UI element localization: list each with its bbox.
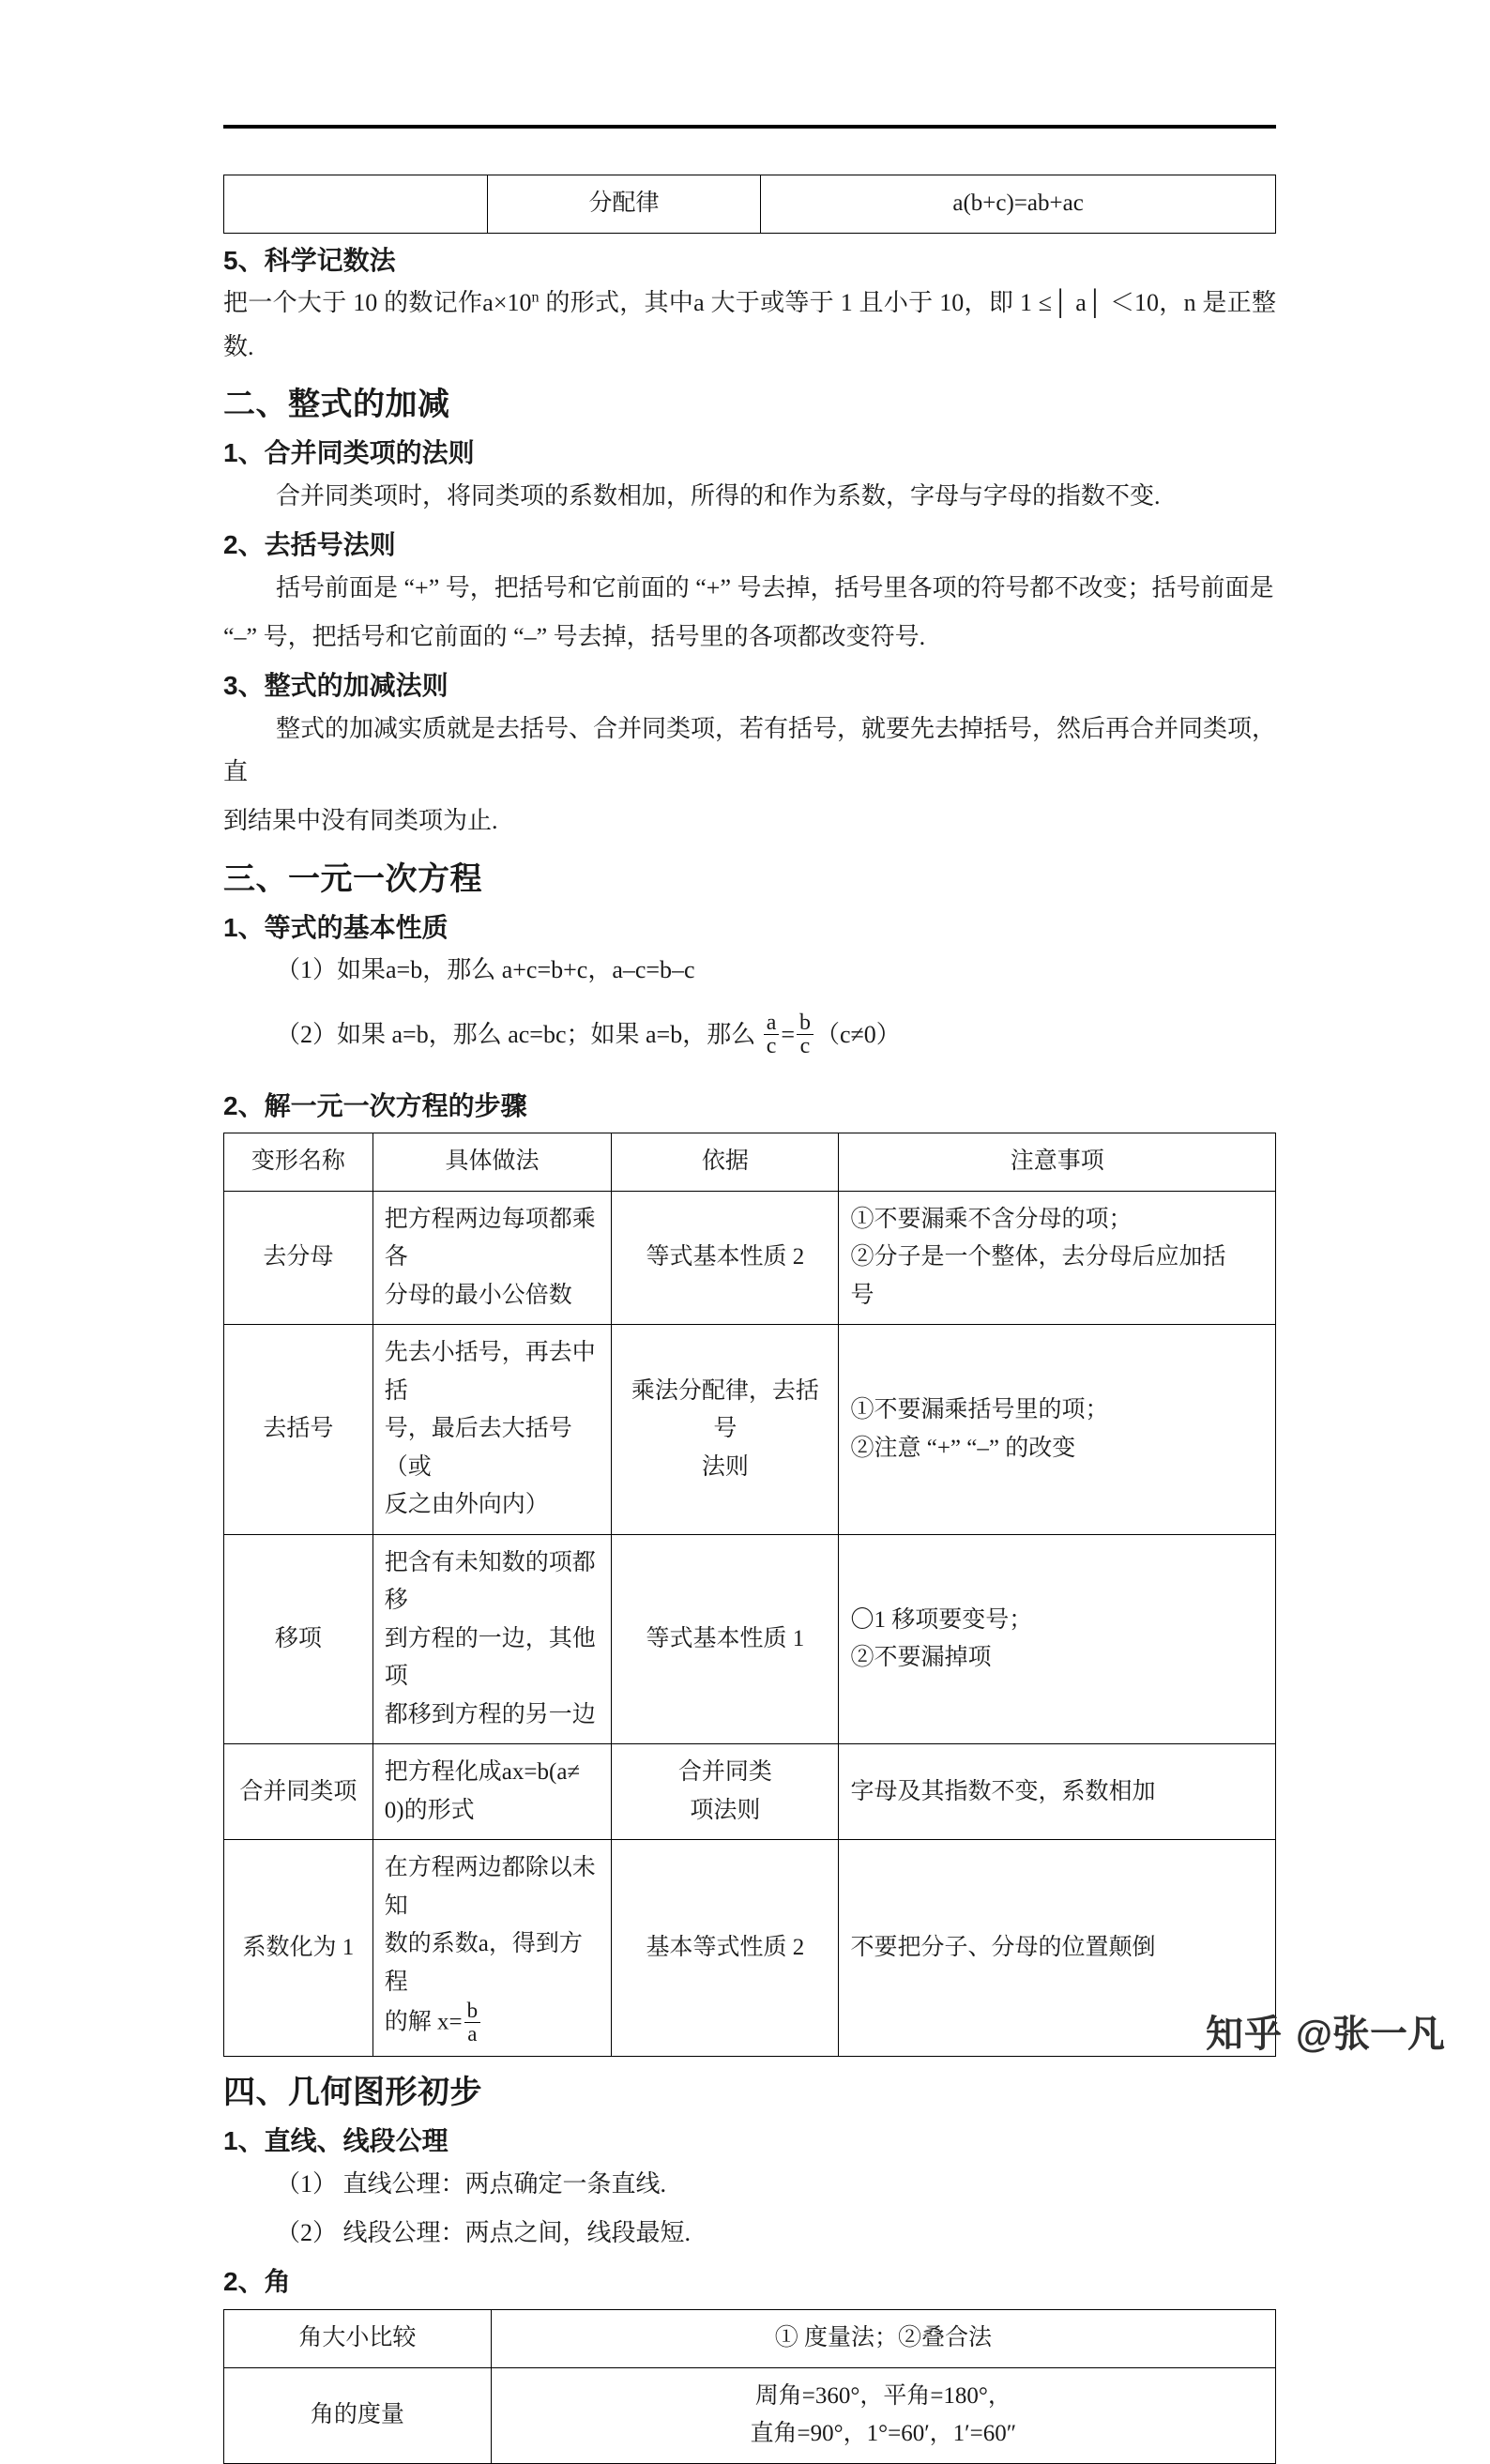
basis-line: 项法则 (690, 1797, 761, 1823)
step-name-cell: 合并同类项 (224, 1744, 373, 1840)
method-line: 把方程两边每项都乘各 (384, 1206, 596, 1270)
table-header-row (224, 1133, 1276, 1192)
heading-angle: 2、角 (223, 2267, 291, 2297)
method-line: 到方程的一边，其他项 (384, 1625, 596, 1690)
heading-line-axioms: 1、直线、线段公理 (223, 2126, 449, 2156)
angle-value-line: ① 度量法；②叠合法 (774, 2325, 992, 2351)
watermark-username: @张一凡 (1295, 2014, 1445, 2055)
table-row (224, 1840, 1276, 2057)
fraction-a-over-c (764, 1011, 780, 1058)
heading-equation-properties: 1、等式的基本性质 (223, 912, 449, 942)
step-method-cell (372, 1840, 612, 2057)
scientific-notation-body (223, 281, 1276, 369)
heading-polynomial-add-sub-rule: 3、整式的加减法则 (223, 671, 449, 701)
angle-value-line: 周角=360°，平角=180°， (754, 2382, 1011, 2409)
basis-line: 合并同类 (677, 1759, 772, 1786)
note-line: 字母及其指数不变，系数相加 (850, 1778, 1156, 1804)
step-basis-cell (612, 1744, 839, 1840)
prop2-post: （c≠0） (814, 1020, 901, 1048)
fraction-b-over-a (464, 2000, 481, 2045)
combine-like-terms-body: 合并同类项时，将同类项的系数相加，所得的和作为系数，字母与字母的指数不变. (276, 481, 1161, 510)
law-category-cell (224, 175, 488, 234)
step-notes-cell (839, 1191, 1276, 1325)
step-notes-cell (839, 1744, 1276, 1840)
fraction-denominator: a (464, 2022, 481, 2045)
note-line: ①不要漏乘括号里的项； (850, 1397, 1109, 1423)
fraction-denominator: c (764, 1034, 780, 1057)
sci-exponent: n (531, 289, 540, 306)
line-axiom-two: （2） 线段公理：两点之间，线段最短. (276, 2219, 692, 2247)
basis-line: 法则 (701, 1453, 749, 1480)
step-method-cell (372, 1191, 612, 1325)
step-basis-cell: 等式基本性质 1 (612, 1534, 839, 1744)
step-notes-cell (839, 1325, 1276, 1535)
fraction-numerator: b (799, 1010, 811, 1035)
angle-reference-table (223, 2309, 1276, 2464)
table-row (224, 175, 1276, 234)
step-method-cell (372, 1534, 612, 1744)
method-line: 分母的最小公倍数 (384, 1282, 572, 1308)
step-basis-cell (612, 1325, 839, 1535)
operation-laws-table (223, 175, 1276, 234)
angle-value-cell (491, 2367, 1275, 2463)
heading-combine-like-terms: 1、合并同类项的法则 (223, 437, 475, 467)
heading-solve-steps: 2、解一元一次方程的步骤 (223, 1090, 527, 1120)
method-line: 数的系数a，得到方程 (384, 1931, 583, 1995)
angle-label-cell: 角大小比较 (224, 2310, 492, 2368)
table-row (224, 2310, 1276, 2368)
method-line: 在方程两边都除以未知 (384, 1855, 596, 1919)
watermark (1206, 2004, 1445, 2058)
step-name-cell: 去分母 (224, 1191, 373, 1325)
equation-property-one: （1）如果a=b，那么 a+c=b+c，a–c=b–c (276, 956, 695, 984)
angle-value-line: 直角=90°，1°=60′，1′=60″ (750, 2421, 1017, 2447)
header-divider-rule (223, 125, 1276, 129)
fraction-numerator: b (466, 1999, 479, 2023)
equation-property-two (223, 1010, 1276, 1060)
fraction-denominator: c (797, 1034, 813, 1057)
header-transform-name: 变形名称 (224, 1133, 373, 1192)
solution-prefix: 的解 x= (384, 2010, 463, 2036)
prop2-pre: （2）如果 a=b，那么 ac=bc；如果 a=b，那么 (276, 1020, 756, 1048)
remove-parentheses-body-line1: 括号前面是 “+” 号，把括号和它前面的 “+” 号去掉，括号里各项的符号都不改变；括号前面是 (276, 573, 1274, 601)
step-name-cell: 去括号 (224, 1325, 373, 1535)
document-content (223, 0, 1276, 2464)
law-name-cell: 分配律 (487, 175, 760, 234)
note-line: 〇1 移项要变号； (850, 1606, 1033, 1633)
heading-remove-parentheses: 2、去括号法则 (223, 529, 396, 559)
method-line: 都移到方程的另一边 (384, 1701, 596, 1727)
note-line: ①不要漏乘不含分母的项； (850, 1206, 1133, 1232)
method-line: 反之由外向内） (384, 1492, 549, 1518)
fraction-numerator: a (766, 1010, 777, 1035)
step-basis-cell: 基本等式性质 2 (612, 1840, 839, 2057)
prop2-equals: = (781, 1020, 795, 1048)
step-name-cell: 系数化为 1 (224, 1840, 373, 2057)
table-row (224, 1325, 1276, 1535)
step-notes-cell (839, 1534, 1276, 1744)
heading-section-four: 四、几何图形初步 (223, 2075, 482, 2111)
heading-section-three: 三、一元一次方程 (223, 860, 482, 897)
note-line: 号 (850, 1282, 874, 1308)
step-method-cell (372, 1325, 612, 1535)
note-line: ②分子是一个整体，去分母后应加括 (850, 1244, 1226, 1270)
law-formula-cell: a(b+c)=ab+ac (761, 175, 1276, 234)
note-line: ②注意 “+” “–” 的改变 (850, 1435, 1076, 1461)
step-basis-cell: 等式基本性质 2 (612, 1191, 839, 1325)
header-notes: 注意事项 (839, 1133, 1276, 1192)
zhihu-logo: 知乎 (1205, 2014, 1283, 2055)
method-line: 把方程化成ax=b(a≠ (384, 1759, 581, 1786)
note-line: ②不要漏掉项 (850, 1645, 992, 1671)
method-line: 先去小括号，再去中括 (384, 1340, 596, 1404)
solve-equation-steps-table (223, 1133, 1276, 2057)
table-row (224, 1744, 1276, 1840)
polynomial-rule-body-line2: 到结果中没有同类项为止. (223, 807, 498, 835)
method-line: 0)的形式 (384, 1797, 475, 1823)
sci-body-pre: 把一个大于 10 的数记作a×10 (223, 289, 532, 317)
method-line-solution (385, 2001, 601, 2046)
remove-parentheses-body-line2: “–” 号，把括号和它前面的 “–” 号去掉，括号里的各项都改变符号. (223, 622, 926, 650)
method-line: 把含有未知数的项都移 (384, 1549, 596, 1614)
fraction-b-over-c (797, 1011, 813, 1058)
polynomial-rule-body-line1: 整式的加减实质就是去括号、合并同类项，若有括号，就要先去掉括号，然后再合并同类项，直 (223, 714, 1277, 786)
step-method-cell (372, 1744, 612, 1840)
heading-scientific-notation: 5、科学记数法 (223, 245, 396, 275)
basis-line: 乘法分配律，去括号 (631, 1377, 819, 1442)
sci-body-post: 的形式，其中a 大于或等于 1 且小于 10，即 1 ≤│ a│ ＜10，n 是正整数. (223, 289, 1276, 360)
table-row (224, 1191, 1276, 1325)
angle-value-cell (491, 2310, 1275, 2368)
method-line: 号，最后去大括号（或 (384, 1416, 572, 1480)
note-line: 不要把分子、分母的位置颠倒 (850, 1935, 1156, 1961)
header-basis: 依据 (612, 1133, 839, 1192)
angle-label-cell: 角的度量 (224, 2367, 492, 2463)
step-name-cell: 移项 (224, 1534, 373, 1744)
heading-section-two: 二、整式的加减 (223, 386, 450, 422)
line-axiom-one: （1） 直线公理：两点确定一条直线. (276, 2169, 667, 2198)
header-method: 具体做法 (372, 1133, 612, 1192)
table-row (224, 1534, 1276, 1744)
table-row (224, 2367, 1276, 2463)
